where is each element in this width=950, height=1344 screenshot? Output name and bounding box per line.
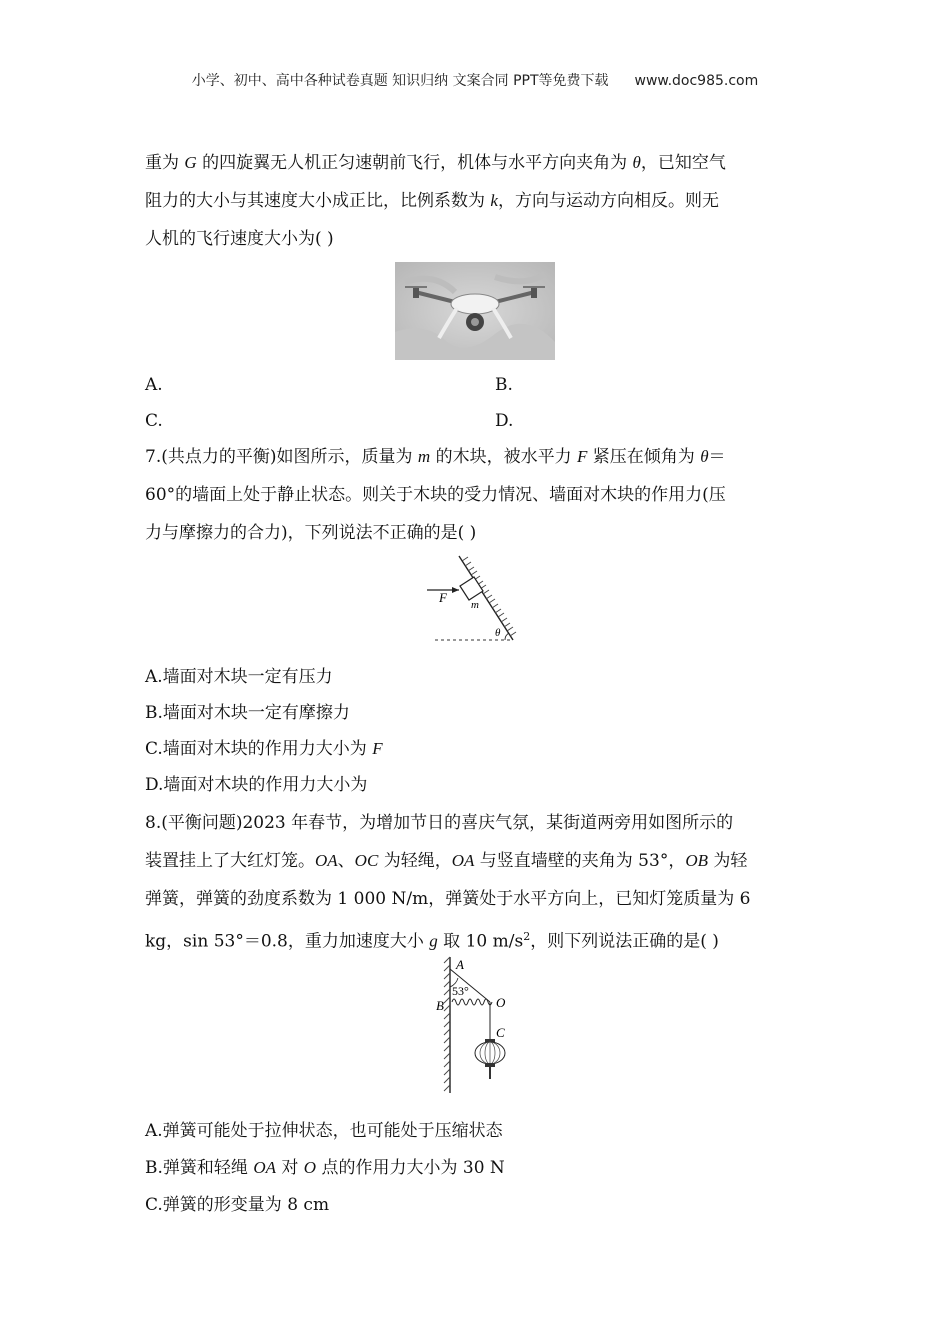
q7-line2: 60°的墙面上处于静止状态。则关于木块的受力情况、墙面对木块的作用力(压 <box>145 485 726 505</box>
q8-line2: 装置挂上了大红灯笼。OA、OC 为轻绳，OA 与竖直墙壁的夹角为 53°，OB 为轻 <box>145 851 748 871</box>
q8-line3: 弹簧，弹簧的劲度系数为 1 000 N/m，弹簧处于水平方向上，已知灯笼质量为 6 <box>145 889 751 909</box>
q7-line3: 力与摩擦力的合力)，下列说法不正确的是( ) <box>145 523 477 543</box>
label-A: A <box>456 957 464 972</box>
q6-option-b: B. <box>495 375 513 395</box>
q6-option-a: A. <box>145 375 163 395</box>
label-C: C <box>496 1025 505 1040</box>
q8-option-a: A.弹簧可能处于拉伸状态，也可能处于压缩状态 <box>145 1121 503 1141</box>
q8-option-b: B.弹簧和轻绳 OA 对 O 点的作用力大小为 30 N <box>145 1158 505 1178</box>
label-O: O <box>496 995 506 1010</box>
q6-option-c: C. <box>145 411 163 431</box>
label-B: B <box>436 998 444 1013</box>
q7-option-b: B.墙面对木块一定有摩擦力 <box>145 703 350 723</box>
label-theta: θ <box>495 627 501 639</box>
page-header <box>0 70 950 90</box>
q8-line1: 8.(平衡问题)2023 年春节，为增加节日的喜庆气氛，某街道两旁用如图所示的 <box>145 813 734 833</box>
q7-option-a: A.墙面对木块一定有压力 <box>145 667 333 687</box>
q8-line4: kg，sin 53°＝0.8，重力加速度大小 g 取 10 $m/s^2$，则下列说法正确的是( ) <box>145 930 719 952</box>
q6-line3: 人机的飞行速度大小为( ) <box>145 229 334 249</box>
q7-option-c: C.墙面对木块的作用力大小为 F <box>145 739 383 759</box>
label-angle: 53° <box>452 984 469 998</box>
q6-line2: 阻力的大小与其速度大小成正比，比例系数为 k，方向与运动方向相反。则无 <box>145 191 719 211</box>
label-F: F <box>439 590 447 605</box>
header-url: www.doc985.com <box>634 73 759 89</box>
lantern-figure <box>430 955 530 1095</box>
q8-option-c: C.弹簧的形变量为 8 cm <box>145 1195 330 1215</box>
q6-option-d: D. <box>495 411 514 431</box>
inclined-wall-figure <box>425 552 525 644</box>
q7-line1: 7.(共点力的平衡)如图所示，质量为 m 的木块，被水平力 F 紧压在倾角为 θ＝ <box>145 447 726 467</box>
q7-option-d: D.墙面对木块的作用力大小为 <box>145 775 368 795</box>
label-m: m <box>471 599 479 611</box>
q6-line1: 重为 G 的四旋翼无人机正匀速朝前飞行，机体与水平方向夹角为 θ，已知空气 <box>145 153 726 173</box>
drone-photo <box>395 262 555 360</box>
header-text: 小学、初中、高中各种试卷真题 知识归纳 文案合同 PPT等免费下载 <box>191 73 609 89</box>
